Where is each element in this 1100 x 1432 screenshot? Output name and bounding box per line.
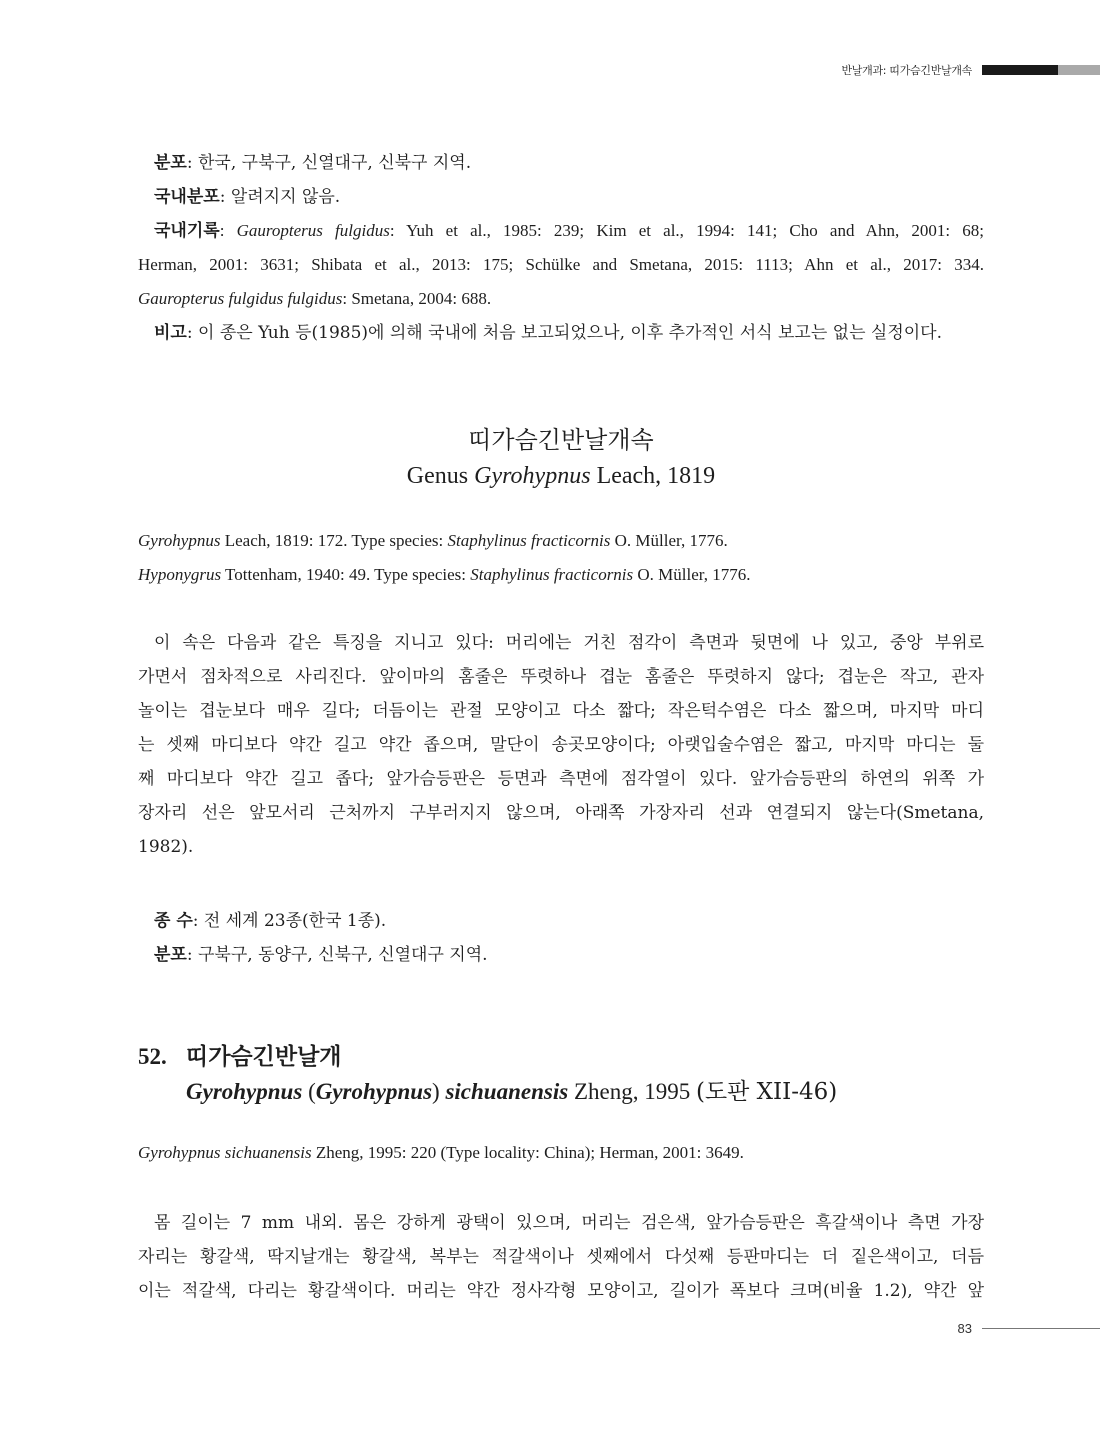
records-taxon-name-2: Gauropterus fulgidus fulgidus xyxy=(138,289,343,308)
genus-synonyms xyxy=(138,524,984,592)
remark-label: 비고 xyxy=(154,323,187,343)
genus-info xyxy=(138,904,984,972)
korean-distribution-line xyxy=(138,180,984,214)
korean-records-sep: : xyxy=(219,221,237,240)
species-number: 52. xyxy=(138,1044,167,1069)
page-footer xyxy=(958,1321,1100,1336)
genus-description xyxy=(138,626,984,864)
description-line: 째 마디보다 약간 길고 좁다; 앞가슴등판은 등면과 측면에 점각열이 있다. 앞가슴등판의 하연의 위쪽 가 xyxy=(138,769,984,789)
species-citation xyxy=(138,1136,984,1170)
korean-distribution-text: : 알려지지 않음. xyxy=(219,187,341,207)
synonym-text: Leach, 1819: 172. Type species: xyxy=(220,531,448,550)
type-species-name: Staphylinus fracticornis xyxy=(447,531,611,550)
species-title-korean: 띠가슴긴반날개 xyxy=(186,1044,342,1070)
species-heading xyxy=(138,1040,984,1110)
genus-title-korean: 띠가슴긴반날개속 xyxy=(468,426,654,454)
citation-taxon: Gyrohypnus sichuanensis xyxy=(138,1143,312,1162)
description-line: 이 속은 다음과 같은 특징을 지니고 있다: 머리에는 거친 점각이 측면과 뒷면에 나 있고, 중앙 부위로 xyxy=(154,633,984,653)
species-description-line: 이는 적갈색, 다리는 황갈색이다. 머리는 약간 정사각형 모양이고, 길이가 폭보다 크며(비율 1.2), 약간 앞 xyxy=(138,1281,984,1301)
genus-distribution-label: 분포 xyxy=(154,945,187,965)
species-count-label: 종 수 xyxy=(154,911,193,931)
korean-records-line-2: Herman, 2001: 3631; Shibata et al., 2013: 175; Schülke and Smetana, 2015: 1113; Ahn et al., 2017: 334. xyxy=(138,255,984,274)
records-taxon-name-1: Gauropterus fulgidus xyxy=(236,221,390,240)
page-number: 83 xyxy=(957,1321,972,1336)
species-description-line: 자리는 황갈색, 딱지날개는 황갈색, 복부는 적갈색이나 셋째에서 다섯째 등판마디는 더 짙은색이고, 더듬 xyxy=(138,1247,984,1267)
species-subgenus: Gyrohypnus xyxy=(315,1079,433,1104)
remark-text: : 이 종은 Yuh 등(1985)에 의해 국내에 처음 보고되었으나, 이후 추가적인 서식 보고는 없는 실정이다. xyxy=(186,323,942,343)
footer-rule xyxy=(982,1328,1100,1329)
records-text-3: : Smetana, 2004: 688. xyxy=(342,289,492,308)
korean-records-line-3 xyxy=(138,282,984,316)
synonym-line xyxy=(138,558,984,592)
description-line: 가면서 점차적으로 사리진다. 앞이마의 홈줄은 뚜렷하나 겹눈 홈줄은 뚜렷하지 않다; 겹눈은 작고, 관자 xyxy=(138,667,984,687)
description-line: 는 셋째 마디보다 약간 길고 약간 좁으며, 말단이 송곳모양이다; 아랫입술수염은 짧고, 마지막 마디는 둘 xyxy=(138,735,984,755)
genus-author: Leach, 1819 xyxy=(590,463,716,489)
type-species-author: O. Müller, 1776. xyxy=(610,531,728,550)
running-title: 반날개과: 띠가슴긴반날개속 xyxy=(841,64,972,77)
synonym-name: Hyponygrus xyxy=(138,565,222,584)
type-species-name: Staphylinus fracticornis xyxy=(470,565,634,584)
species-author: Zheng, 1995 xyxy=(568,1079,691,1104)
species-count-line xyxy=(138,904,984,938)
records-text-1: : Yuh et al., 1985: 239; Kim et al., 1994: 141; Cho and Ahn, 2001: 68; xyxy=(389,221,984,240)
synonym-line xyxy=(138,524,984,558)
genus-title-latin xyxy=(138,459,984,493)
korean-records-line-1 xyxy=(138,214,984,248)
synonym-name: Gyrohypnus xyxy=(138,531,221,550)
species-title-latin: Gyrohypnus (Gyrohypnus) sichuanensis Zheng, 1995 (도판 XII-46) xyxy=(186,1079,838,1105)
citation-line xyxy=(138,1136,984,1170)
description-line: 장자리 선은 앞모서리 근처까지 구부러지지 않으며, 아래쪽 가장자리 선과 연결되지 않는다(Smetana, xyxy=(138,803,984,823)
genus-prefix: Genus xyxy=(406,463,475,489)
running-header xyxy=(841,63,1100,77)
species-description xyxy=(138,1206,984,1308)
species-description-line: 몸 길이는 7 mm 내외. 몸은 강하게 광택이 있으며, 머리는 검은색, 앞가슴등판은 흑갈색이나 측면 가장 xyxy=(154,1213,984,1233)
genus-name: Gyrohypnus xyxy=(474,463,591,489)
species-count-text: : 전 세계 23종(한국 1종). xyxy=(192,911,387,931)
citation-text: Zheng, 1995: 220 (Type locality: China); Herman, 2001: 3649. xyxy=(311,1143,744,1162)
remark-line xyxy=(138,316,984,350)
genus-heading xyxy=(138,423,984,493)
prev-species-info xyxy=(138,146,984,350)
description-line: 1982). xyxy=(138,837,194,857)
genus-distribution-text: : 구북구, 동양구, 신북구, 신열대구 지역. xyxy=(186,945,488,965)
korean-distribution-label: 국내분포 xyxy=(154,187,220,207)
distribution-label: 분포 xyxy=(154,153,187,173)
species-title-korean-line xyxy=(138,1040,984,1074)
type-species-author: O. Müller, 1776. xyxy=(633,565,751,584)
species-genus: Gyrohypnus xyxy=(186,1079,303,1104)
plate-reference: (도판 XII-46) xyxy=(695,1079,838,1105)
description-line: 놀이는 겹눈보다 매우 길다; 더듬이는 관절 모양이고 다소 짧다; 작은턱수염은 다소 짧으며, 마지막 마디 xyxy=(138,701,984,721)
header-bar-gray xyxy=(1058,65,1100,75)
species-epithet: sichuanensis xyxy=(445,1079,569,1104)
header-bar-dark xyxy=(982,65,1058,75)
genus-distribution-line xyxy=(138,938,984,972)
distribution-text: : 한국, 구북구, 신열대구, 신북구 지역. xyxy=(186,153,472,173)
distribution-line xyxy=(138,146,984,180)
korean-records-label: 국내기록 xyxy=(154,221,220,241)
synonym-text: Tottenham, 1940: 49. Type species: xyxy=(221,565,471,584)
